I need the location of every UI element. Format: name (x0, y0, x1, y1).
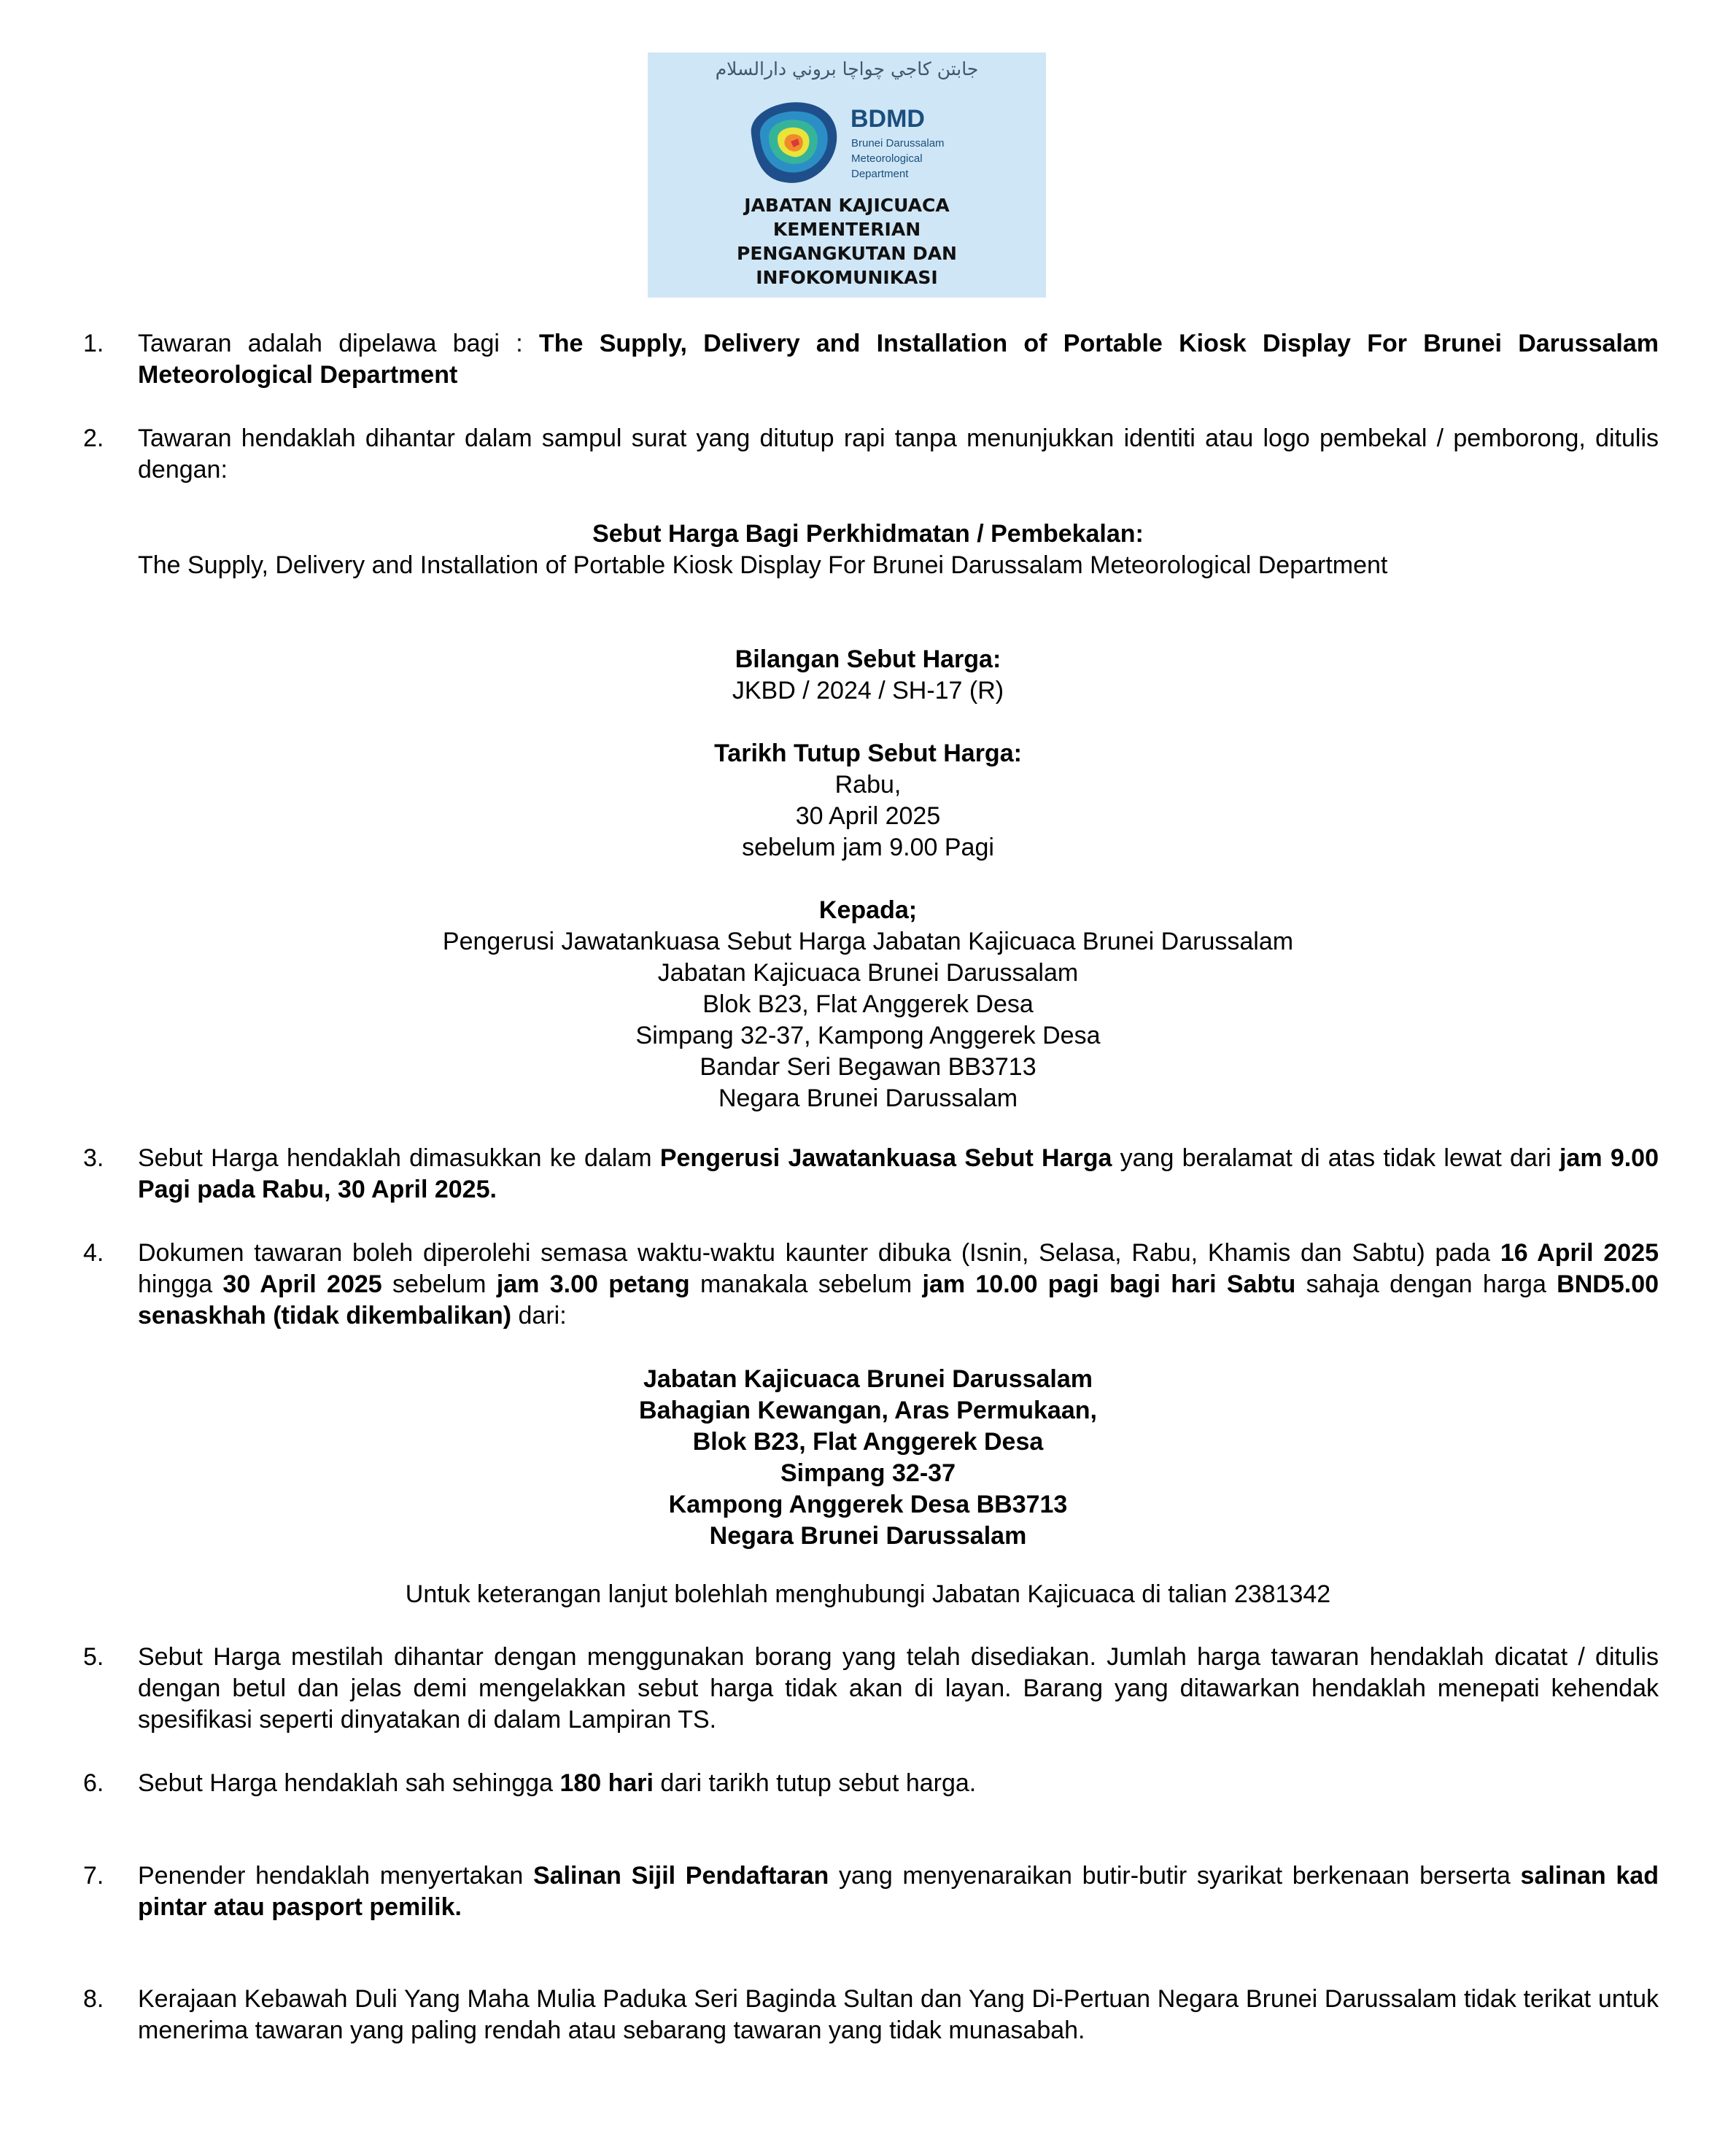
logo-subtitle: Brunei Darussalam Meteorological Department (851, 137, 945, 180)
item-number: 6. (83, 1769, 104, 1797)
item-number: 8. (83, 1985, 104, 2013)
recipient-address: Kepada; Pengerusi Jawatankuasa Sebut Harga Jabatan Kajicuaca Brunei Darussalam Jabatan Kajicuaca Brunei Darussalam Blok B23, Flat Anggerek Desa Simpang 32-37, Kampong Anggerek Desa Bandar Seri Begawan BB3713 Negara Brunei Darussalam (442, 896, 1294, 1112)
item-text: Sebut Harga mestilah dihantar dengan menggunakan borang yang telah disediakan. Jumlah harga tawaran hendaklah dicatat / ditulis dengan betul dan jelas demi mengelakkan sebut harga tidak akan di layan. Barang yang ditawarkan hendaklah menepati kehendak spesifikasi seperti dinyatakan di dalam Lampiran TS. (138, 1643, 1659, 1734)
item-text: Tawaran adalah dipelawa bagi : The Supply, Delivery and Installation of Portable Kiosk Display For Brunei Darussalam Meteorological Department (138, 330, 1659, 389)
closing-date: Tarikh Tutup Sebut Harga: Rabu, 30 April 2025 sebelum jam 9.00 Pagi (714, 739, 1022, 861)
contact-info: Untuk keterangan lanjut bolehlah menghubungi Jabatan Kajicuaca di talian 2381342 (405, 1580, 1331, 1608)
quotation-heading: Sebut Harga Bagi Perkhidmatan / Pembekalan: (592, 520, 1144, 548)
item-number: 2. (83, 424, 104, 452)
item-text: Sebut Harga hendaklah sah sehingga 180 hari dari tarikh tutup sebut harga. (138, 1769, 977, 1797)
item-6 (83, 1768, 1659, 1799)
item-text: Dokumen tawaran boleh diperolehi semasa waktu-waktu kaunter dibuka (Isnin, Selasa, Rabu, Khamis dan Sabtu) pada 16 April 2025 hingga 30 April 2025 sebelum jam 3.00 petang manakala sebelum jam 10.00 pagi bagi hari Sabtu sahaja dengan harga BND5.00 senaskhah (tidak dikembalikan) dari: (138, 1239, 1659, 1329)
item-number: 7. (83, 1862, 104, 1890)
item-number: 1. (83, 330, 104, 357)
item-7 (83, 1860, 1659, 1923)
item-3 (83, 1143, 1659, 1206)
bdmd-logo (648, 53, 1046, 298)
document-collection-address: Jabatan Kajicuaca Brunei Darussalam Bahagian Kewangan, Aras Permukaan, Blok B23, Flat Anggerek Desa Simpang 32-37 Kampong Anggerek Desa BB3713 Negara Brunei Darussalam (639, 1365, 1097, 1550)
brunei-map-emblem-icon (738, 90, 845, 197)
quotation-number: Bilangan Sebut Harga: JKBD / 2024 / SH-17 (R) (732, 645, 1004, 704)
item-1 (83, 328, 1659, 391)
item-text: Tawaran hendaklah dihantar dalam sampul surat yang ditutup rapi tanpa menunjukkan identiti atau logo pembekal / pemborong, ditulis dengan: (138, 424, 1659, 484)
quotation-title: The Supply, Delivery and Installation of Portable Kiosk Display For Brunei Darussalam Meteorological Department (138, 551, 1388, 579)
item-text: Penender hendaklah menyertakan Salinan Sijil Pendaftaran yang menyenaraikan butir-butir syarikat berkenaan berserta salinan kad pintar atau pasport pemilik. (138, 1862, 1659, 1921)
item-5 (83, 1642, 1659, 1736)
logo-department-title: JABATAN KAJICUACA KEMENTERIAN PENGANGKUTAN DAN INFOKOMUNIKASI (737, 195, 957, 288)
logo-abbreviation: BDMD (850, 105, 925, 133)
item-number: 5. (83, 1643, 104, 1671)
item-8 (83, 1984, 1659, 2046)
item-text: Kerajaan Kebawah Duli Yang Maha Mulia Paduka Seri Baginda Sultan dan Yang Di-Pertuan Negara Brunei Darussalam tidak terikat untuk menerima tawaran yang paling rendah atau sebarang tawaran yang tidak munasabah. (138, 1985, 1659, 2044)
item-4 (83, 1238, 1659, 1332)
logo-jawi-text: جابتن کاجي چواچا بروني دارالسلام (715, 58, 979, 79)
item-number: 3. (83, 1144, 104, 1172)
item-number: 4. (83, 1239, 104, 1267)
item-2 (83, 423, 1659, 486)
item-text: Sebut Harga hendaklah dimasukkan ke dalam Pengerusi Jawatankuasa Sebut Harga yang beralamat di atas tidak lewat dari jam 9.00 Pagi pada Rabu, 30 April 2025. (138, 1144, 1659, 1203)
